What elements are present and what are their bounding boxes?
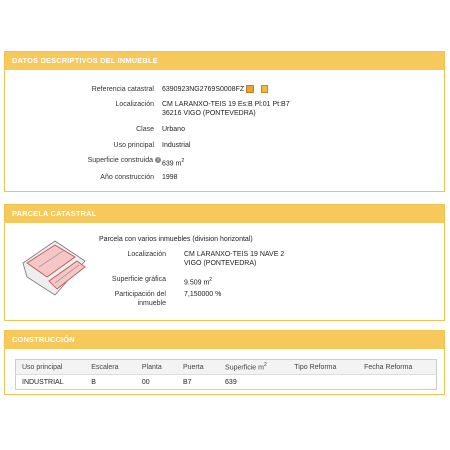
row-parcel-localizacion-2 — [5, 259, 444, 269]
superficie-construida-number: 639 m — [162, 160, 182, 168]
construction-table — [15, 359, 437, 390]
label-participacion: Participación del — [114, 291, 166, 298]
unit-sup: 2 — [181, 158, 185, 164]
cell-tipo-reforma — [288, 375, 358, 390]
label-clase: Clase — [136, 126, 154, 133]
col-header-puerta: Puerta — [177, 360, 219, 375]
label-referencia: Referencia catastral — [91, 86, 154, 93]
table-row — [16, 375, 437, 390]
col-header-superficie — [219, 360, 288, 375]
label-localizacion: Localización — [115, 101, 154, 108]
col-header-superficie-text: Superficie m — [225, 364, 264, 372]
col-header-fecha-reforma: Fecha Reforma — [358, 360, 436, 375]
row-parcel-subtitle — [5, 235, 444, 245]
value-localizacion-line1: CM LARANXO-TEIS 19 Es:B Pl:01 Pt:B7 — [162, 101, 290, 108]
cell-superficie: 639 — [225, 378, 237, 386]
label-parcel-localizacion: Localización — [127, 251, 166, 258]
row-superficie-grafica — [5, 275, 444, 285]
panel-title-datos-descriptivos: DATOS DESCRIPTIVOS DEL INMUEBLE — [5, 52, 444, 70]
copy-icon[interactable] — [246, 85, 254, 93]
row-participacion-2 — [5, 299, 444, 309]
cell-uso: INDUSTRIAL — [22, 378, 64, 386]
cell-escalera: B — [91, 378, 96, 386]
parcel-subtitle: Parcela con varios inmuebles (division horizontal) — [99, 236, 253, 243]
col-header-tipo-reforma: Tipo Reforma — [288, 360, 358, 375]
value-participacion: 7,150000 % — [184, 291, 222, 298]
value-parcel-localizacion-line2: VIGO (PONTEVEDRA) — [184, 260, 257, 267]
unit-sup: 2 — [209, 277, 213, 283]
value-localizacion-line2: 36216 VIGO (PONTEVEDRA) — [162, 110, 256, 117]
label-uso-principal: Uso principal — [113, 142, 154, 149]
row-ano-construccion — [5, 173, 444, 183]
panel-title-construccion: CONSTRUCCIÓN — [5, 331, 444, 349]
label-superficie-construida — [88, 156, 161, 166]
referencia-catastral-text[interactable]: 6390923NG2769S0008FZ — [162, 86, 245, 93]
value-clase: Urbano — [162, 126, 185, 133]
unit-sup: 2 — [263, 362, 267, 369]
col-header-uso: Uso principal — [16, 360, 86, 375]
label-ano-construccion: Año construcción — [100, 174, 154, 181]
cell-fecha-reforma — [358, 375, 436, 390]
row-referencia — [5, 85, 444, 95]
value-superficie-grafica — [184, 275, 212, 288]
value-referencia — [162, 85, 268, 95]
construccion-panel — [4, 330, 445, 395]
info-icon[interactable]: i — [155, 157, 161, 163]
datos-descriptivos-panel — [4, 51, 445, 192]
col-header-escalera: Escalera — [85, 360, 136, 375]
document-icon[interactable] — [261, 85, 268, 93]
col-header-planta: Planta — [136, 360, 177, 375]
row-superficie-construida — [5, 156, 444, 166]
superficie-grafica-number: 9.509 m — [184, 279, 210, 287]
label-superficie-grafica: Superficie gráfica — [111, 276, 166, 283]
row-clase — [5, 125, 444, 135]
panel-title-parcela: PARCELA CATASTRAL — [5, 205, 444, 223]
value-superficie-construida — [162, 156, 184, 169]
label-superficie-construida-text: Superficie construida — [87, 157, 153, 164]
row-localizacion-2 — [5, 109, 444, 119]
row-uso-principal — [5, 141, 444, 151]
cell-planta: 00 — [141, 378, 150, 386]
value-ano-construccion: 1998 — [162, 174, 178, 181]
parcela-catastral-panel — [4, 204, 445, 321]
construction-header-row — [16, 360, 437, 375]
cell-puerta: B7 — [182, 378, 192, 386]
label-participacion-line2: inmueble — [137, 300, 166, 307]
value-parcel-localizacion-line1: CM LARANXO-TEIS 19 NAVE 2 — [184, 251, 285, 258]
value-uso-principal: Industrial — [162, 142, 191, 149]
